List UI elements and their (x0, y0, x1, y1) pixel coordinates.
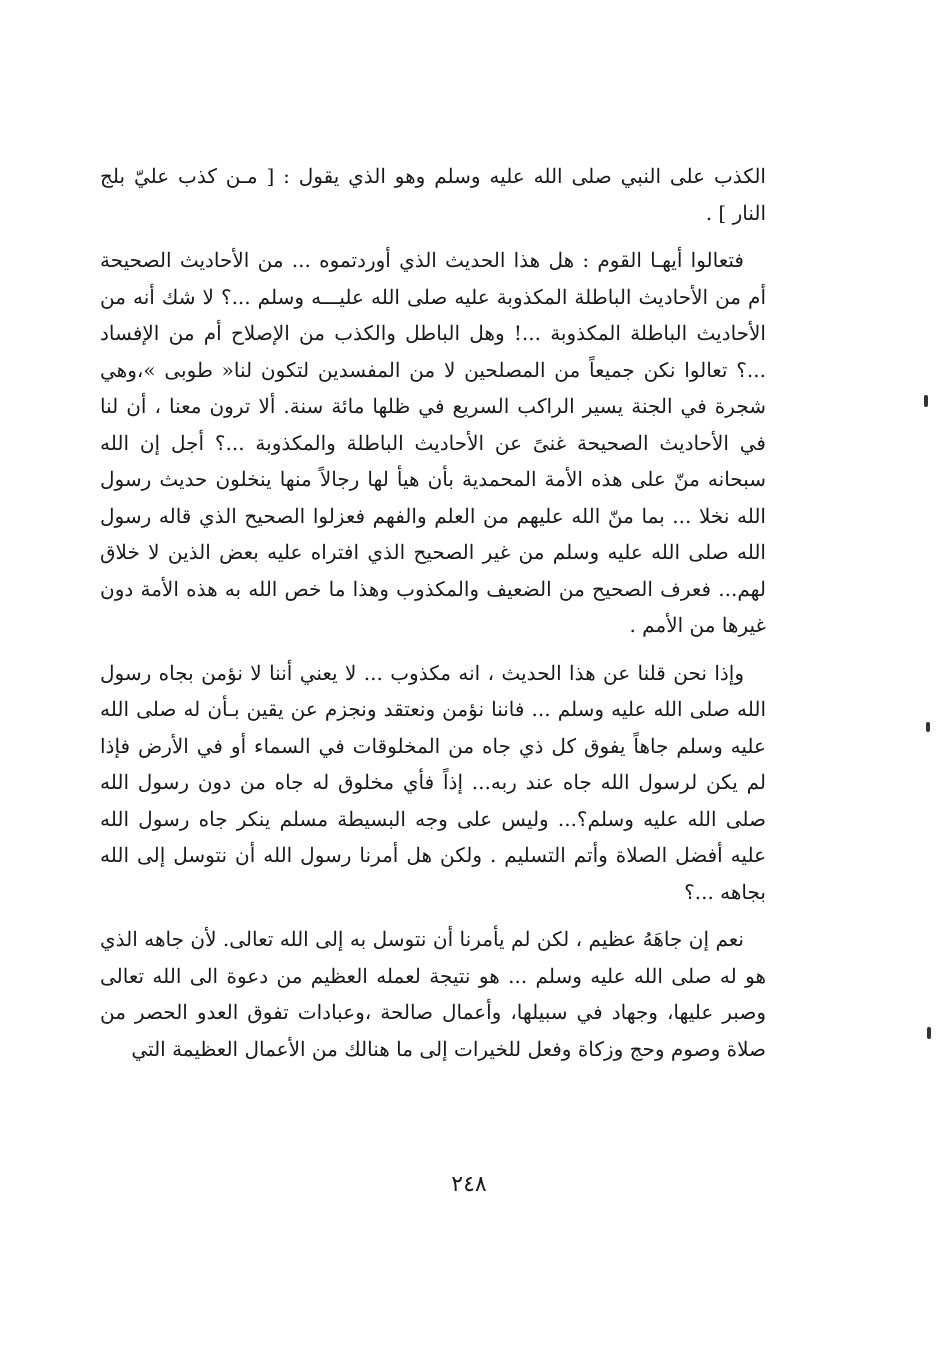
margin-mark (927, 1027, 931, 1039)
body-text (100, 158, 766, 1067)
margin-mark (926, 722, 930, 732)
paragraph-1: الكذب على النبي صلى الله عليه وسلم وهو الذي يقول : [ مـن كذب عليّ بلج النار ] . (100, 164, 766, 225)
paragraph-4: نعم إن جاهَهُ عظيم ، لكن لم يأمرنا أن نتوسل به إلى الله تعالى. لأن جاهه الذي هو له صلى الله عليه وسلم ... هو نتيجة لعمله العظيم من دعوة الى الله تعالى وصبر عليها، وجهاد في سبيلها، وأعمال صالحة ،وعبادات تفوق العدو الحصر من صلاة وصوم وحج وزكاة وفعل للخيرات إلى ما هنالك من الأعمال العظيمة التي (100, 927, 766, 1061)
margin-mark (924, 395, 928, 407)
paragraph-3: وإذا نحن قلنا عن هذا الحديث ، انه مكذوب ... لا يعني أننا لا نؤمن بجاه رسول الله صلى الله عليه وسلم ... فاننا نؤمن ونعتقد ونجزم عن يقين بـأن له صلى الله عليه وسلم جاهاً يفوق كل ذي جاه من المخلوقات في السماء أو في الأرض فإذا لم يكن لرسول الله جاه عند ربه... إذاً فأي مخلوق له جاه من دون رسول الله صلى الله عليه وسلم؟... وليس على وجه البسيطة مسلم ينكر جاه رسول الله عليه أفضل الصلاة وأتم التسليم . ولكن هل أمرنا رسول الله أن نتوسل إلى الله بجاهه ...؟ (100, 660, 766, 904)
page-number: ٢٤٨ (451, 1172, 487, 1197)
paragraph-2: فتعالوا أيهـا القوم : هل هذا الحديث الذي أوردتموه ... من الأحاديث الصحيحة أم من الأحاديث الباطلة المكذوبة عليه صلى الله عليـــه وسلم ...؟ لا شك أنه من الأحاديث الباطلة المكذوبة ...! وهل الباطل والكذب من الإصلاح أم من الإفساد ...؟ تعالوا نكن جميعاً من المصلحين لا من المفسدين لتكون لنا« طوبى »،وهي شجرة في الجنة يسير الراكب السريع في ظلها مائة سنة. ألا ترون معنا ، أن لنا في الأحاديث الصحيحة غنىً عن الأحاديث الباطلة والمكذوبة ...؟ أجل إن الله سبحانه منّ على هذه الأمة المحمدية بأن هيأ لها رجالاً منها ينخلون حديث رسول الله نخلا ... بما منّ الله عليهم من العلم والفهم فعزلوا الصحيح الذي قاله رسول الله صلى الله عليه وسلم من غير الصحيح الذي افتراه عليه بعض الذين لا خلاق لهم... فعرف الصحيح من الضعيف والمكذوب وهذا ما خص الله به هذه الأمة دون غيرها من الأمم . (100, 248, 766, 637)
